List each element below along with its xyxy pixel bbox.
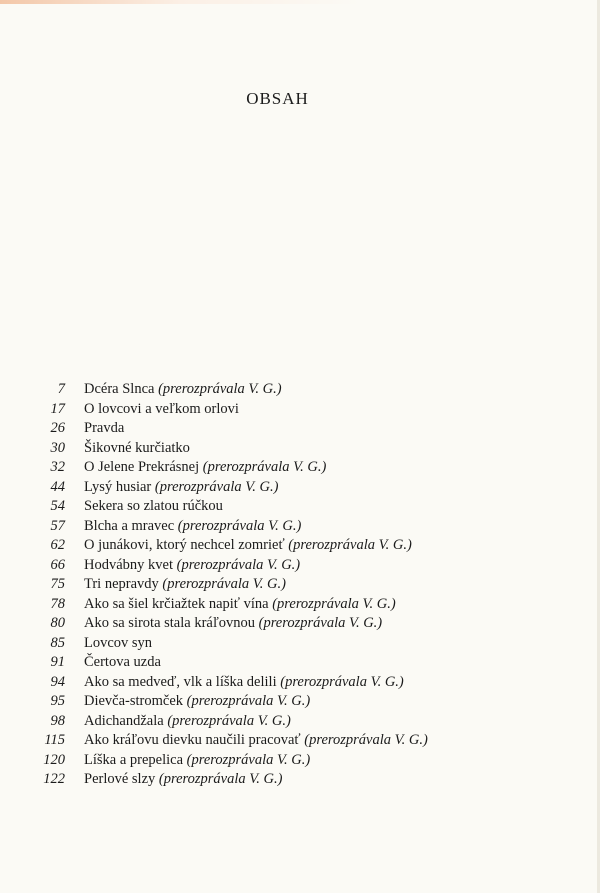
toc-note: (prerozprávala V. G.) (162, 576, 286, 592)
toc-page-number: 54 (50, 498, 65, 514)
toc-note: (prerozprávala V. G.) (177, 517, 302, 534)
toc-entry-text (84, 654, 161, 671)
toc-page-number: 94 (50, 673, 65, 690)
toc-page-number: 44 (50, 478, 65, 495)
toc-entry[interactable] (30, 459, 570, 479)
toc-story-title: Ako sa šiel krčiažtek napiť vína (84, 595, 269, 612)
toc-page-number: 17 (50, 400, 65, 417)
toc-entry[interactable] (30, 693, 570, 713)
toc-page-number: 85 (50, 634, 65, 651)
toc-page-number: 120 (43, 751, 65, 768)
toc-entry[interactable] (30, 381, 570, 401)
toc-page-number: 122 (43, 771, 65, 787)
toc-story-title: Adichandžala (84, 712, 164, 729)
toc-entry[interactable] (30, 576, 570, 596)
toc-entry-text (84, 381, 282, 398)
toc-entry-text (84, 674, 404, 691)
toc-entry[interactable] (30, 732, 570, 752)
toc-entry[interactable] (30, 518, 570, 538)
toc-story-title: Sekera so zlatou rúčkou (84, 498, 223, 514)
toc-entry[interactable] (30, 771, 570, 791)
toc-entry-text (84, 498, 223, 515)
toc-note: (prerozprávala V. G.) (158, 381, 282, 397)
toc-entry[interactable] (30, 635, 570, 655)
toc-entry[interactable] (30, 479, 570, 499)
toc-story-title: Dievča-stromček (84, 693, 184, 709)
page-top-edge (0, 0, 600, 4)
toc-entry-text (84, 635, 152, 652)
toc-page-number: 98 (50, 712, 65, 729)
toc-entry-text (84, 713, 291, 730)
toc-entry-text (84, 693, 310, 710)
toc-page-number: 7 (57, 381, 65, 397)
toc-entry[interactable] (30, 401, 570, 421)
toc-note: (prerozprávala V. G.) (186, 751, 311, 768)
toc-story-title: Lysý husiar (84, 478, 152, 495)
toc-entry-text (84, 771, 282, 788)
toc-entry-text (84, 615, 382, 632)
toc-entry[interactable] (30, 713, 570, 733)
toc-entry[interactable] (30, 537, 570, 557)
toc-page-number: 62 (50, 537, 65, 553)
toc-note: (prerozprávala V. G.) (288, 537, 412, 553)
toc-note: (prerozprávala V. G.) (167, 712, 291, 729)
toc-entry[interactable] (30, 615, 570, 635)
toc-entry-text (84, 576, 286, 593)
toc-page-number: 26 (50, 420, 65, 436)
toc-story-title: Líška a prepelica (84, 751, 184, 768)
toc-entry-text (84, 440, 190, 457)
toc-entry[interactable] (30, 440, 570, 460)
table-of-contents (30, 381, 570, 791)
toc-entry-text (84, 537, 412, 554)
toc-page-number: 95 (50, 693, 65, 709)
page-title: OBSAH (246, 89, 309, 108)
toc-note: (prerozprávala V. G.) (304, 732, 428, 748)
toc-entry-text (84, 732, 428, 749)
toc-story-title: Blcha a mravec (84, 517, 175, 534)
toc-page-number: 66 (50, 556, 65, 573)
toc-note: (prerozprávala V. G.) (258, 615, 383, 631)
toc-story-title: O lovcovi a veľkom orlovi (84, 400, 239, 417)
toc-note: (prerozprávala V. G.) (158, 771, 283, 787)
toc-note: (prerozprávala V. G.) (154, 478, 279, 495)
toc-page-number: 75 (50, 576, 65, 592)
toc-story-title: Perlové slzy (84, 771, 156, 787)
toc-story-title: Ako kráľovu dievku naučili pracovať (84, 732, 301, 748)
toc-page-number: 78 (50, 595, 65, 612)
toc-entry[interactable] (30, 557, 570, 577)
toc-page-number: 30 (50, 439, 65, 456)
toc-page-number: 57 (50, 517, 65, 534)
toc-story-title: Dcéra Slnca (84, 381, 155, 397)
toc-note: (prerozprávala V. G.) (176, 556, 301, 573)
toc-note: (prerozprávala V. G.) (186, 693, 311, 709)
toc-entry-text (84, 420, 124, 437)
toc-entry-text (84, 518, 301, 535)
toc-entry[interactable] (30, 420, 570, 440)
toc-story-title: Hodvábny kvet (84, 556, 173, 573)
toc-story-title: O Jelene Prekrásnej (84, 459, 200, 475)
toc-page-number: 80 (50, 615, 65, 631)
toc-story-title: Ako sa medveď, vlk a líška delili (84, 673, 277, 690)
toc-story-title: Ako sa sirota stala kráľovnou (84, 615, 255, 631)
toc-entry-text (84, 479, 278, 496)
toc-entry-text (84, 459, 326, 476)
toc-story-title: Tri nepravdy (84, 576, 159, 592)
toc-page-number: 115 (44, 732, 65, 748)
toc-story-title: O junákovi, ktorý nechcel zomrieť (84, 537, 285, 553)
toc-note: (prerozprávala V. G.) (280, 673, 404, 690)
toc-entry[interactable] (30, 654, 570, 674)
toc-story-title: Čertova uzda (84, 654, 161, 670)
toc-page-number: 91 (50, 654, 65, 670)
toc-story-title: Lovcov syn (84, 634, 153, 651)
toc-entry-text (84, 752, 310, 769)
toc-entry-text (84, 557, 300, 574)
toc-story-title: Pravda (84, 420, 125, 436)
toc-story-title: Šikovné kurčiatko (84, 439, 190, 456)
toc-entry[interactable] (30, 498, 570, 518)
toc-page-number: 32 (50, 459, 65, 475)
toc-entry-text (84, 596, 396, 613)
toc-entry[interactable] (30, 674, 570, 694)
toc-entry-text (84, 401, 239, 418)
toc-entry[interactable] (30, 752, 570, 772)
toc-note: (prerozprávala V. G.) (272, 595, 396, 612)
toc-entry[interactable] (30, 596, 570, 616)
toc-note: (prerozprávala V. G.) (202, 459, 327, 475)
